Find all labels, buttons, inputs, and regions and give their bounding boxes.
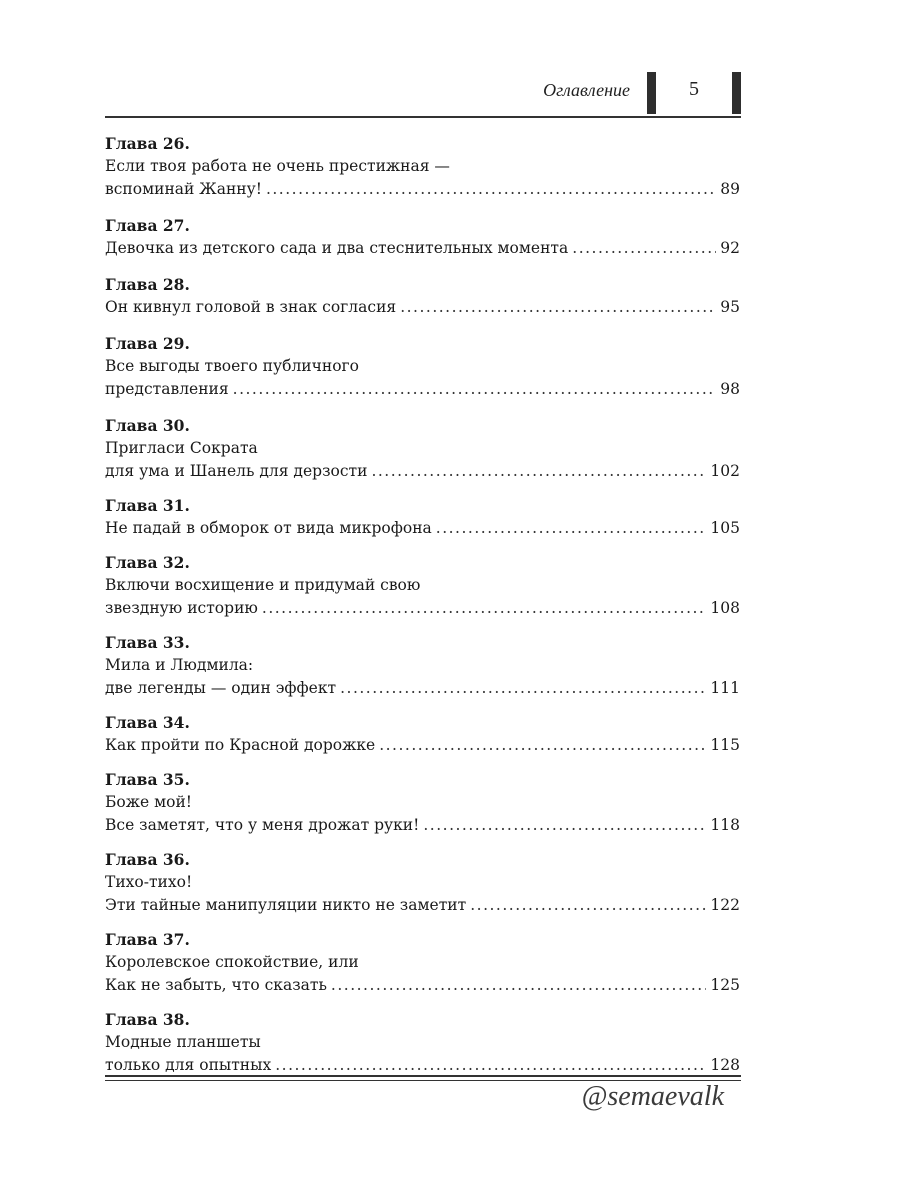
toc-leader-line xyxy=(105,597,740,620)
dot-leader xyxy=(470,894,706,917)
toc-entry xyxy=(105,849,740,917)
chapter-title-line: Тихо-тихо! xyxy=(105,873,193,891)
toc-leader-line xyxy=(105,814,740,837)
chapter-heading: Глава 34. xyxy=(105,713,190,732)
toc-entry xyxy=(105,1009,740,1077)
chapter-title-line: звездную историю xyxy=(105,599,258,617)
toc-leader-line xyxy=(105,677,740,700)
page-ref: 118 xyxy=(710,816,740,834)
chapter-title-line: Все заметят, что у меня дрожат руки! xyxy=(105,816,420,834)
chapter-heading: Глава 35. xyxy=(105,770,190,789)
header-bar-right xyxy=(732,72,741,114)
toc-entry xyxy=(105,274,740,319)
chapter-title-line: Как не забыть, что сказать xyxy=(105,976,327,994)
dot-leader xyxy=(331,974,706,997)
page-header xyxy=(105,68,740,118)
chapter-heading: Глава 37. xyxy=(105,930,190,949)
header-rule xyxy=(105,116,741,118)
chapter-title-line: только для опытных xyxy=(105,1056,272,1074)
page-ref: 98 xyxy=(720,380,740,398)
chapter-title-line: Королевское спокойствие, или xyxy=(105,953,359,971)
chapter-heading: Глава 26. xyxy=(105,134,190,153)
toc-entry xyxy=(105,415,740,483)
toc-entry xyxy=(105,632,740,700)
chapter-title-line: Боже мой! xyxy=(105,793,193,811)
toc-entry xyxy=(105,929,740,997)
chapter-title-line: Модные планшеты xyxy=(105,1033,261,1051)
page-ref: 125 xyxy=(710,976,740,994)
page-ref: 115 xyxy=(710,736,740,754)
chapter-title-line: представления xyxy=(105,380,229,398)
chapter-title-line: две легенды — один эффект xyxy=(105,679,337,697)
toc-entry xyxy=(105,712,740,757)
page-ref: 122 xyxy=(710,896,740,914)
toc-leader-line xyxy=(105,734,740,757)
toc-leader-line xyxy=(105,1054,740,1077)
page-number: 5 xyxy=(689,78,699,100)
toc-entry xyxy=(105,552,740,620)
page-ref: 105 xyxy=(710,519,740,537)
toc-leader-line xyxy=(105,178,740,201)
dot-leader xyxy=(379,734,706,757)
dot-leader xyxy=(371,460,706,483)
chapter-heading: Глава 30. xyxy=(105,416,190,435)
dot-leader xyxy=(340,677,706,700)
chapter-title-line: Пригласи Сократа xyxy=(105,439,258,457)
header-bar-left xyxy=(647,72,656,114)
page-ref: 102 xyxy=(710,462,740,480)
watermark: @semaevalk xyxy=(581,1081,724,1112)
toc-leader-line xyxy=(105,237,740,260)
chapter-heading: Глава 38. xyxy=(105,1010,190,1029)
chapter-heading: Глава 33. xyxy=(105,633,190,652)
chapter-heading: Глава 32. xyxy=(105,553,190,572)
toc-entry xyxy=(105,215,740,260)
toc-entry xyxy=(105,333,740,401)
toc-leader-line xyxy=(105,378,740,401)
chapter-title-line: Мила и Людмила: xyxy=(105,656,254,674)
dot-leader xyxy=(266,178,716,201)
toc-leader-line xyxy=(105,517,740,540)
toc-entry xyxy=(105,769,740,837)
page-ref: 111 xyxy=(710,679,740,697)
dot-leader xyxy=(233,378,717,401)
chapter-heading: Глава 31. xyxy=(105,496,190,515)
chapter-title-line: для ума и Шанель для дерзости xyxy=(105,462,368,480)
page-ref: 89 xyxy=(720,180,740,198)
chapter-heading: Глава 36. xyxy=(105,850,190,869)
toc-leader-line xyxy=(105,460,740,483)
chapter-heading: Глава 29. xyxy=(105,334,190,353)
chapter-title-line: Девочка из детского сада и два стеснительных момента xyxy=(105,239,569,257)
dot-leader xyxy=(423,814,706,837)
chapter-title-line: Он кивнул головой в знак согласия xyxy=(105,298,397,316)
chapter-heading: Глава 28. xyxy=(105,275,190,294)
dot-leader xyxy=(262,597,707,620)
dot-leader xyxy=(572,237,716,260)
running-head-title: Оглавление xyxy=(543,80,630,100)
chapter-title-line: Не падай в обморок от вида микрофона xyxy=(105,519,432,537)
toc-entry xyxy=(105,495,740,540)
toc-leader-line xyxy=(105,974,740,997)
table-of-contents xyxy=(105,133,740,1077)
toc-leader-line xyxy=(105,894,740,917)
chapter-heading: Глава 27. xyxy=(105,216,190,235)
page-ref: 108 xyxy=(710,599,740,617)
page-ref: 128 xyxy=(710,1056,740,1074)
chapter-title-line: Эти тайные манипуляции никто не заметит xyxy=(105,896,467,914)
footer-rule-top xyxy=(105,1075,741,1077)
chapter-title-line: Включи восхищение и придумай свою xyxy=(105,576,421,594)
chapter-title-line: Все выгоды твоего публичного xyxy=(105,357,360,375)
toc-entry xyxy=(105,133,740,201)
page-ref: 92 xyxy=(720,239,740,257)
page-ref: 95 xyxy=(720,298,740,316)
chapter-title-line: Если твоя работа не очень престижная — xyxy=(105,157,450,175)
chapter-title-line: вспоминай Жанну! xyxy=(105,180,262,198)
chapter-title-line: Как пройти по Красной дорожке xyxy=(105,736,376,754)
dot-leader xyxy=(275,1054,706,1077)
dot-leader xyxy=(436,517,707,540)
toc-leader-line xyxy=(105,296,740,319)
dot-leader xyxy=(400,296,716,319)
